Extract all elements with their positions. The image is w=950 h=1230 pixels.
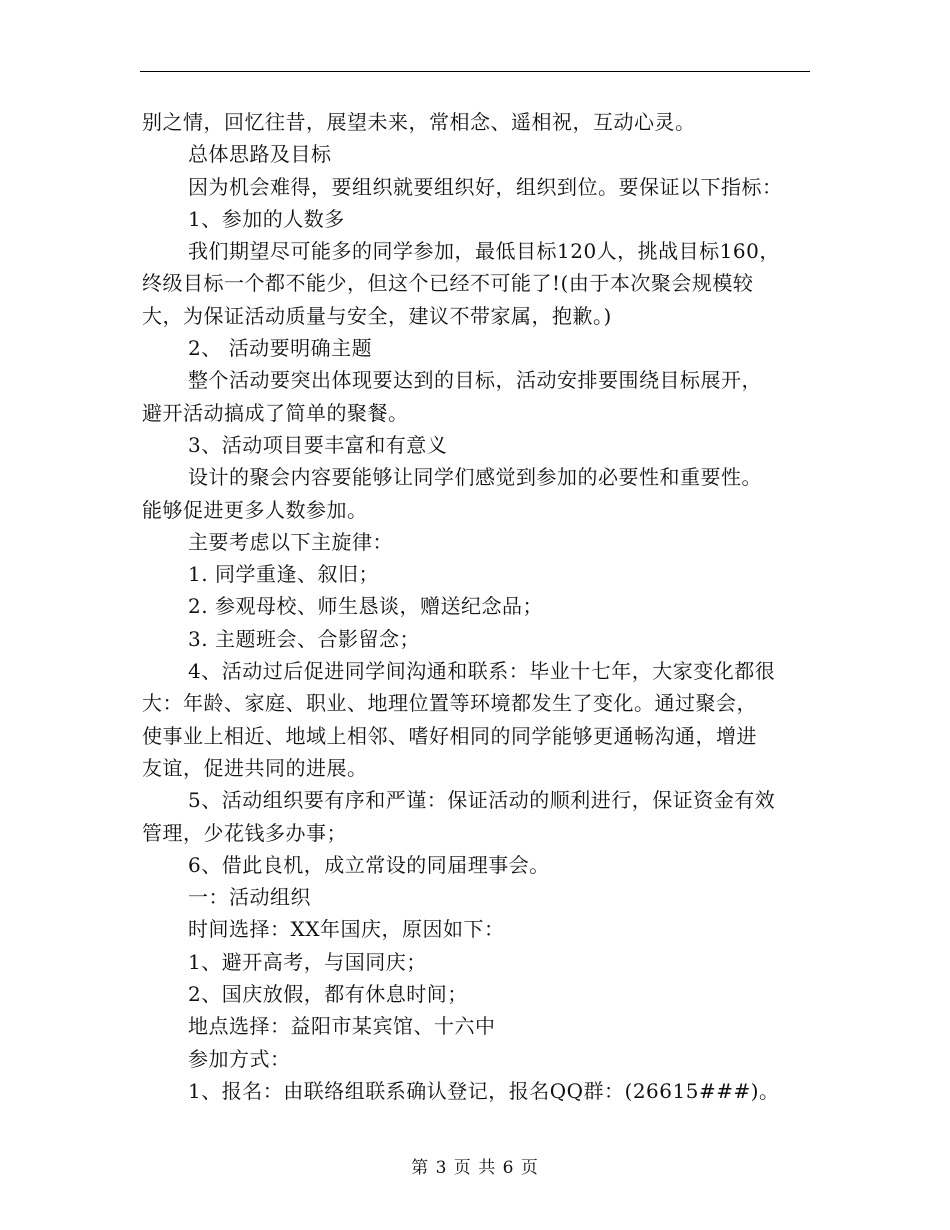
list-item: 1、避开高考，与国同庆；: [188, 949, 427, 974]
text-line: 设计的聚会内容要能够让同学们感觉到参加的必要性和重要性。: [188, 465, 762, 490]
list-item: 1. 同学重逢、叙旧；: [188, 562, 379, 587]
list-item: 1、报名：由联络组联系确认登记，报名QQ群：(26615###)。: [188, 1078, 780, 1103]
section-heading: 总体思路及目标: [188, 142, 332, 167]
document-body: [142, 106, 810, 1107]
text-line: 大：年龄、家庭、职业、地理位置等环境都发生了变化。通过聚会，: [142, 691, 757, 716]
text-line: 时间选择：XX年国庆，原因如下：: [188, 917, 505, 942]
text-line: 大，为保证活动质量与安全，建议不带家属，抱歉。): [142, 303, 612, 328]
page-footer: [0, 1153, 950, 1178]
text-line: 别之情，回忆往昔，展望未来，常相念、遥相祝，互动心灵。: [142, 110, 696, 134]
text-line: 因为机会难得，要组织就要组织好，组织到位。要保证以下指标：: [188, 174, 783, 199]
list-item-heading: 4、活动过后促进同学间沟通和联系：毕业十七年，大家变化都很: [188, 659, 776, 684]
list-item: 3. 主题班会、合影留念；: [188, 626, 420, 651]
list-item-heading: 1、参加的人数多: [188, 206, 345, 231]
text-line: 管理，少花钱多办事；: [142, 820, 347, 845]
text-line: 避开活动搞成了简单的聚餐。: [142, 400, 409, 425]
header-rule: [140, 71, 810, 72]
list-item: 2. 参观母校、师生恳谈，赠送纪念品；: [188, 594, 543, 619]
text-line: 地点选择：益阳市某宾馆、十六中: [188, 1014, 496, 1039]
text-line: 使事业上相近、地域上相邻、嗜好相同的同学能够更通畅沟通，增进: [142, 723, 757, 748]
list-item-heading: 3、活动项目要丰富和有意义: [188, 432, 448, 457]
text-line: 我们期望尽可能多的同学参加，最低目标120人，挑战目标160，: [188, 239, 780, 264]
section-heading: 一：活动组织: [188, 885, 311, 910]
text-line: 整个活动要突出体现要达到的目标，活动安排要围绕目标展开，: [188, 368, 762, 393]
list-item-heading: 6、借此良机，成立常设的同届理事会。: [188, 852, 550, 877]
page-number: 第 3 页 共 6 页: [411, 1158, 539, 1178]
text-line: 终级目标一个都不能少，但这个已经不可能了!(由于本次聚会规模较: [142, 271, 754, 296]
list-item-heading: 2、 活动要明确主题: [188, 336, 373, 361]
text-line: 友谊，促进共同的进展。: [142, 755, 368, 780]
text-line: 参加方式：: [188, 1046, 291, 1071]
list-item-heading: 5、活动组织要有序和严谨：保证活动的顺利进行，保证资金有效: [188, 788, 776, 813]
text-line: 主要考虑以下主旋律：: [188, 529, 393, 554]
text-line: 能够促进更多人数参加。: [142, 497, 368, 522]
list-item: 2、国庆放假，都有休息时间；: [188, 982, 468, 1007]
